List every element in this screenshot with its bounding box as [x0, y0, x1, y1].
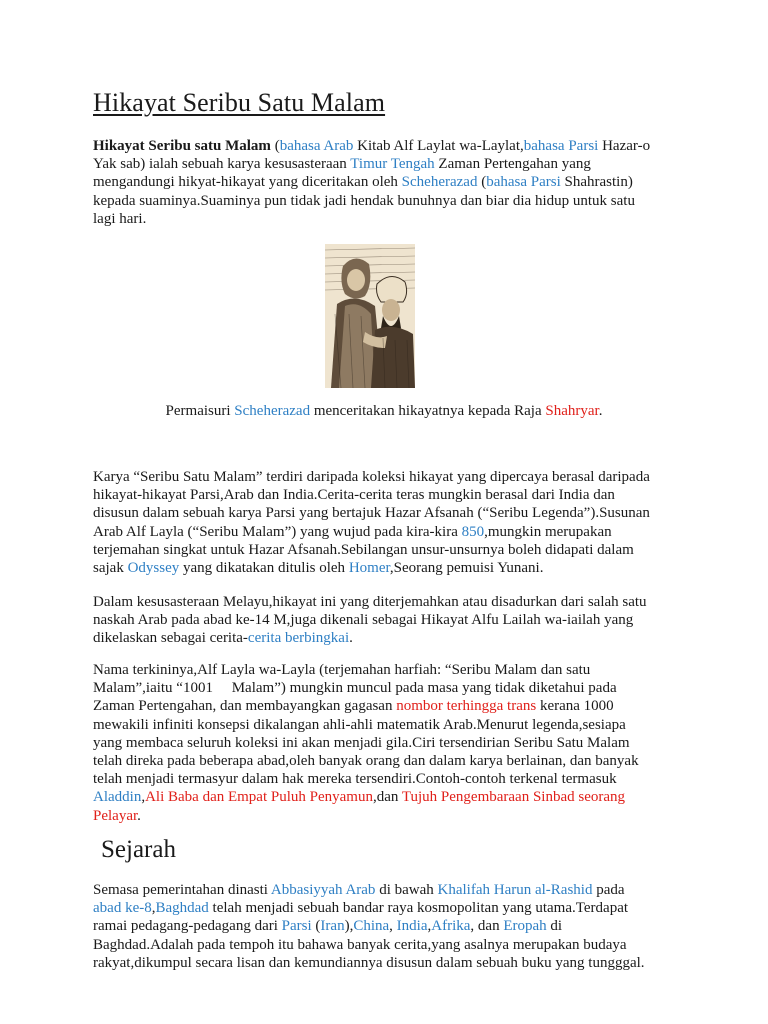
paragraph-melayu — [93, 593, 683, 648]
p2-line-3 — [93, 629, 683, 647]
text: ,mungkin merupakan — [484, 523, 612, 540]
bold-term: Hikayat Seribu satu Malam — [93, 138, 271, 154]
link-aladdin[interactable]: Aladdin — [93, 789, 142, 806]
link-ali-baba[interactable]: Ali Baba dan Empat Puluh Penyamun — [145, 789, 373, 806]
link-parsi[interactable]: Parsi — [281, 918, 312, 935]
p1-line-6 — [93, 559, 683, 577]
p1-line-3: disusun dalam sebuah karya Parsi yang bertajuk Hazar Afsanah (“Seribu Legenda”).Susunan — [93, 505, 650, 522]
link-bahasa-parsi-2[interactable]: bahasa Parsi — [486, 174, 561, 191]
link-homer[interactable]: Homer — [348, 560, 390, 577]
p3-line-5: yang membaca seluruh koleksi ini akan menjadi gila.Ciri tersendirian Seribu Satu Malam — [93, 734, 630, 751]
link-baghdad[interactable]: Baghdad — [155, 900, 209, 917]
text: Shahrastin) — [560, 174, 633, 191]
link-850[interactable]: 850 — [461, 523, 485, 540]
text: , — [427, 918, 432, 935]
text: Hazar-o — [598, 138, 651, 154]
link-china[interactable]: China — [353, 918, 390, 935]
text: dikelaskan sebagai cerita- — [93, 630, 248, 647]
text: ( — [270, 138, 280, 154]
intro-line-4: kepada suaminya.Suaminya pun tidak jadi hendak bunuhnya dan biar dia hidup untuk satu — [93, 192, 635, 209]
image-caption — [0, 402, 768, 420]
paragraph-sejarah — [93, 881, 683, 972]
text: , — [389, 918, 397, 935]
paragraph-karya — [93, 468, 683, 577]
link-iran[interactable]: Iran — [320, 918, 345, 935]
text: ,dan — [372, 789, 402, 806]
p3-line-1: Nama terkininya,Alf Layla wa-Layla (terjemahan harfiah: “Seribu Malam dan satu — [93, 662, 591, 678]
intro-line-5: lagi hari. — [93, 210, 147, 227]
link-scheherazad-caption[interactable]: Scheherazad — [234, 403, 311, 419]
p1-line-1: Karya “Seribu Satu Malam” terdiri daripada koleksi hikayat yang dipercaya berasal daripada — [93, 469, 650, 485]
link-cerita-berbingkai[interactable]: cerita berbingkai — [247, 630, 350, 647]
text: menceritakan hikayatnya kepada Raja — [310, 403, 546, 419]
p2-line-1: Dalam kesusasteraan Melayu,hikayat ini yang diterjemahkan atau disadurkan dari salah satu — [93, 594, 647, 610]
p4-line-2 — [93, 899, 683, 917]
text: ( — [477, 174, 487, 191]
text: . — [137, 807, 141, 824]
intro-line-3 — [93, 173, 683, 191]
text: Yak sab) ialah sebuah karya kesusasteraan — [93, 156, 351, 173]
p1-line-4 — [93, 523, 683, 541]
link-harun-al-rashid[interactable]: Khalifah Harun al-Rashid — [437, 882, 593, 898]
link-afrika[interactable]: Afrika — [431, 918, 471, 935]
p3-line-9 — [93, 807, 683, 825]
text: Permaisuri — [165, 403, 235, 419]
text: Zaman Pertengahan, dan membayangkan gagasan — [93, 698, 397, 715]
link-sinbad[interactable]: Tujuh Pengembaraan Sinbad seorang — [401, 789, 626, 806]
p3-line-4: mewakili infiniti konsepsi dikalangan ahli-ahli matematik Arab.Menurut legenda,sesiapa — [93, 716, 626, 733]
link-bahasa-arab[interactable]: bahasa Arab — [279, 138, 354, 154]
scheherazade-illustration — [325, 244, 415, 388]
text: yang dikatakan ditulis oleh — [179, 560, 349, 577]
p3-line-6: telah direka pada beberapa abad,oleh banyak orang dan dalam karya berlainan, dan banyak — [93, 753, 639, 770]
paragraph-nama — [93, 661, 683, 825]
link-shahryar[interactable]: Shahryar — [545, 403, 599, 419]
intro-paragraph — [93, 137, 683, 228]
p3-line-7: telah menjadi termasyur dalam hak mereka tersendiri.Contoh-contoh terkenal termasuk — [93, 771, 617, 788]
p1-line-2: hikayat-hikayat Parsi,Arab dan India.Cerita-cerita teras mungkin berasal dari India dan — [93, 487, 615, 504]
text: kerana 1000 — [536, 698, 614, 715]
p4-line-5: rakyat,dikumpul secara lisan dan kemundiannya disusun dalam sebuah buku yang tungggal. — [93, 954, 645, 971]
text: ( — [311, 918, 321, 935]
intro-line-1 — [93, 137, 683, 155]
p4-line-4: Baghdad.Adalah pada tempoh itu bahawa banyak cerita,yang asalnya merupakan budaya — [93, 936, 627, 953]
p1-line-5: terjemahan singkat untuk Hazar Afsanah.Sebilangan unsur-unsurnya boleh didapati dalam — [93, 541, 634, 558]
link-timur-tengah[interactable]: Timur Tengah — [350, 156, 435, 173]
engraving-image — [325, 244, 415, 388]
text: pada — [592, 882, 625, 898]
intro-line-2 — [93, 155, 683, 173]
p3-line-3 — [93, 697, 683, 715]
text: ), — [344, 918, 354, 935]
text: , — [141, 789, 146, 806]
p3-line-2: Malam”,iaitu “1001 Malam”) mungkin muncul pada masa yang tidak diketahui pada — [93, 680, 617, 697]
text: di — [546, 918, 563, 935]
p4-line-3 — [93, 917, 683, 935]
text: Arab Alf Layla (“Seribu Malam”) yang wujud pada kira-kira — [93, 523, 462, 540]
text: ramai pedagang-pedagang dari — [93, 918, 282, 935]
link-abbasiyyah-arab[interactable]: Abbasiyyah Arab — [270, 882, 376, 898]
text: sajak — [93, 560, 128, 577]
text: Zaman Pertengahan yang — [434, 156, 591, 173]
link-bahasa-parsi[interactable]: bahasa Parsi — [523, 138, 599, 154]
link-pelayar[interactable]: Pelayar — [93, 807, 138, 824]
text: Semasa pemerintahan dinasti — [93, 882, 271, 898]
page-title: Hikayat Seribu Satu Malam — [93, 88, 386, 117]
text: . — [349, 630, 353, 647]
text: , — [151, 900, 156, 917]
text: Kitab Alf Laylat wa-Laylat, — [353, 138, 524, 154]
text: telah menjadi sebuah bandar raya kosmopolitan yang utama.Terdapat — [208, 900, 629, 917]
link-nombor-terhingga-trans[interactable]: nombor terhingga trans — [396, 698, 537, 715]
link-odyssey[interactable]: Odyssey — [127, 560, 180, 577]
text: mengandungi hikyat-hikayat yang diceritakan oleh — [93, 174, 402, 191]
p3-line-8 — [93, 788, 683, 806]
link-scheherazad[interactable]: Scheherazad — [401, 174, 478, 191]
link-eropah[interactable]: Eropah — [503, 918, 547, 935]
link-india[interactable]: India — [396, 918, 428, 935]
link-abad-ke-8[interactable]: abad ke-8 — [93, 900, 152, 917]
text: , dan — [470, 918, 504, 935]
p2-line-2: naskah Arab pada abad ke-14 M,juga dikenali sebagai Hikayat Alfu Lailah wa-iailah yang — [93, 612, 634, 629]
text: . — [598, 403, 603, 419]
text: ,Seorang pemuisi Yunani. — [389, 560, 544, 577]
text: di bawah — [375, 882, 438, 898]
p4-line-1 — [93, 881, 683, 899]
section-heading-sejarah: Sejarah — [101, 836, 176, 863]
